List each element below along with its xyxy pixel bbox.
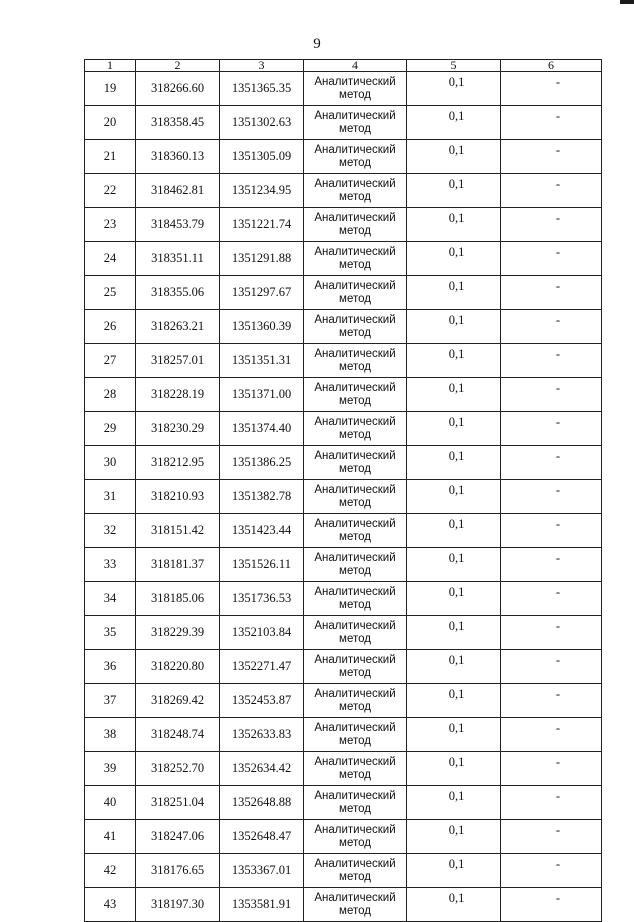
x-coordinate-cell: 318263.21	[136, 310, 220, 344]
x-coordinate-cell: 318151.42	[136, 514, 220, 548]
x-coordinate-cell: 318453.79	[136, 208, 220, 242]
note-cell: -	[501, 820, 602, 854]
point-number-cell: 23	[85, 208, 136, 242]
point-number-cell: 27	[85, 344, 136, 378]
table-row	[85, 514, 602, 548]
table-row	[85, 106, 602, 140]
point-number-cell: 31	[85, 480, 136, 514]
point-number-cell: 43	[85, 888, 136, 922]
method-line-2: метод	[339, 428, 371, 441]
method-line-2: метод	[339, 462, 371, 475]
method-line-1: Аналитический	[314, 619, 396, 632]
accuracy-cell: 0,1	[407, 786, 501, 820]
x-coordinate-cell: 318229.39	[136, 616, 220, 650]
method-line-1: Аналитический	[314, 449, 396, 462]
method-line-2: метод	[339, 326, 371, 339]
method-line-2: метод	[339, 836, 371, 849]
note-cell: -	[501, 72, 602, 106]
point-number-cell: 37	[85, 684, 136, 718]
note-cell: -	[501, 684, 602, 718]
note-cell: -	[501, 276, 602, 310]
x-coordinate-cell: 318462.81	[136, 174, 220, 208]
y-coordinate-cell: 1352271.47	[220, 650, 304, 684]
point-number-cell: 25	[85, 276, 136, 310]
accuracy-cell: 0,1	[407, 650, 501, 684]
table-header-row	[85, 60, 602, 72]
method-line-1: Аналитический	[314, 789, 396, 802]
y-coordinate-cell: 1351351.31	[220, 344, 304, 378]
header-cell: 5	[407, 60, 501, 72]
method-cell	[304, 718, 407, 752]
method-line-2: метод	[339, 564, 371, 577]
accuracy-cell: 0,1	[407, 854, 501, 888]
method-line-1: Аналитический	[314, 687, 396, 700]
point-number-cell: 34	[85, 582, 136, 616]
header-cell: 1	[85, 60, 136, 72]
x-coordinate-cell: 318269.42	[136, 684, 220, 718]
y-coordinate-cell: 1351386.25	[220, 446, 304, 480]
note-cell: -	[501, 106, 602, 140]
accuracy-cell: 0,1	[407, 752, 501, 786]
method-line-1: Аналитический	[314, 721, 396, 734]
method-line-1: Аналитический	[314, 415, 396, 428]
x-coordinate-cell: 318251.04	[136, 786, 220, 820]
note-cell: -	[501, 752, 602, 786]
method-line-1: Аналитический	[314, 823, 396, 836]
corner-mark	[620, 0, 634, 4]
method-cell	[304, 684, 407, 718]
method-cell	[304, 174, 407, 208]
header-cell: 3	[220, 60, 304, 72]
method-line-2: метод	[339, 88, 371, 101]
x-coordinate-cell: 318181.37	[136, 548, 220, 582]
method-cell	[304, 582, 407, 616]
table-row	[85, 412, 602, 446]
method-line-1: Аналитический	[314, 313, 396, 326]
table-row	[85, 72, 602, 106]
method-line-1: Аналитический	[314, 177, 396, 190]
method-cell	[304, 378, 407, 412]
point-number-cell: 39	[85, 752, 136, 786]
table-row	[85, 548, 602, 582]
note-cell: -	[501, 548, 602, 582]
note-cell: -	[501, 888, 602, 922]
accuracy-cell: 0,1	[407, 480, 501, 514]
point-number-cell: 29	[85, 412, 136, 446]
table-row	[85, 446, 602, 480]
table-row	[85, 174, 602, 208]
x-coordinate-cell: 318210.93	[136, 480, 220, 514]
point-number-cell: 22	[85, 174, 136, 208]
note-cell: -	[501, 344, 602, 378]
note-cell: -	[501, 242, 602, 276]
method-line-2: метод	[339, 224, 371, 237]
table-row	[85, 820, 602, 854]
note-cell: -	[501, 208, 602, 242]
method-line-1: Аналитический	[314, 381, 396, 394]
method-cell	[304, 310, 407, 344]
method-line-2: метод	[339, 360, 371, 373]
x-coordinate-cell: 318247.06	[136, 820, 220, 854]
x-coordinate-cell: 318185.06	[136, 582, 220, 616]
accuracy-cell: 0,1	[407, 514, 501, 548]
point-number-cell: 30	[85, 446, 136, 480]
method-cell	[304, 446, 407, 480]
point-number-cell: 36	[85, 650, 136, 684]
note-cell: -	[501, 582, 602, 616]
method-line-1: Аналитический	[314, 857, 396, 870]
method-cell	[304, 480, 407, 514]
note-cell: -	[501, 378, 602, 412]
table-row	[85, 310, 602, 344]
method-cell	[304, 548, 407, 582]
method-cell	[304, 412, 407, 446]
note-cell: -	[501, 650, 602, 684]
y-coordinate-cell: 1351305.09	[220, 140, 304, 174]
method-line-2: метод	[339, 598, 371, 611]
x-coordinate-cell: 318360.13	[136, 140, 220, 174]
y-coordinate-cell: 1351526.11	[220, 548, 304, 582]
point-number-cell: 20	[85, 106, 136, 140]
y-coordinate-cell: 1351302.63	[220, 106, 304, 140]
method-line-1: Аналитический	[314, 279, 396, 292]
table-row	[85, 140, 602, 174]
table-row	[85, 786, 602, 820]
method-line-2: метод	[339, 156, 371, 169]
method-line-2: метод	[339, 258, 371, 271]
y-coordinate-cell: 1353367.01	[220, 854, 304, 888]
method-line-1: Аналитический	[314, 347, 396, 360]
x-coordinate-cell: 318248.74	[136, 718, 220, 752]
accuracy-cell: 0,1	[407, 242, 501, 276]
point-number-cell: 28	[85, 378, 136, 412]
point-number-cell: 19	[85, 72, 136, 106]
y-coordinate-cell: 1351371.00	[220, 378, 304, 412]
y-coordinate-cell: 1351374.40	[220, 412, 304, 446]
table-row	[85, 378, 602, 412]
accuracy-cell: 0,1	[407, 344, 501, 378]
method-cell	[304, 242, 407, 276]
table-row	[85, 208, 602, 242]
method-line-1: Аналитический	[314, 109, 396, 122]
x-coordinate-cell: 318197.30	[136, 888, 220, 922]
y-coordinate-cell: 1351297.67	[220, 276, 304, 310]
method-line-2: метод	[339, 700, 371, 713]
method-line-2: метод	[339, 870, 371, 883]
point-number-cell: 35	[85, 616, 136, 650]
method-cell	[304, 276, 407, 310]
method-cell	[304, 72, 407, 106]
note-cell: -	[501, 786, 602, 820]
x-coordinate-cell: 318358.45	[136, 106, 220, 140]
note-cell: -	[501, 514, 602, 548]
y-coordinate-cell: 1351360.39	[220, 310, 304, 344]
table-row	[85, 242, 602, 276]
note-cell: -	[501, 854, 602, 888]
accuracy-cell: 0,1	[407, 276, 501, 310]
method-line-1: Аналитический	[314, 211, 396, 224]
point-number-cell: 38	[85, 718, 136, 752]
y-coordinate-cell: 1351423.44	[220, 514, 304, 548]
note-cell: -	[501, 310, 602, 344]
method-line-2: метод	[339, 802, 371, 815]
method-line-2: метод	[339, 734, 371, 747]
coordinates-table	[84, 59, 602, 922]
method-cell	[304, 650, 407, 684]
point-number-cell: 32	[85, 514, 136, 548]
x-coordinate-cell: 318176.65	[136, 854, 220, 888]
accuracy-cell: 0,1	[407, 310, 501, 344]
accuracy-cell: 0,1	[407, 548, 501, 582]
table-row	[85, 276, 602, 310]
table-row	[85, 752, 602, 786]
y-coordinate-cell: 1352103.84	[220, 616, 304, 650]
method-line-1: Аналитический	[314, 653, 396, 666]
x-coordinate-cell: 318355.06	[136, 276, 220, 310]
method-line-1: Аналитический	[314, 585, 396, 598]
method-cell	[304, 106, 407, 140]
x-coordinate-cell: 318212.95	[136, 446, 220, 480]
x-coordinate-cell: 318257.01	[136, 344, 220, 378]
y-coordinate-cell: 1351736.53	[220, 582, 304, 616]
method-line-1: Аналитический	[314, 517, 396, 530]
header-cell: 2	[136, 60, 220, 72]
method-line-1: Аналитический	[314, 755, 396, 768]
y-coordinate-cell: 1353581.91	[220, 888, 304, 922]
accuracy-cell: 0,1	[407, 446, 501, 480]
note-cell: -	[501, 616, 602, 650]
method-cell	[304, 208, 407, 242]
point-number-cell: 33	[85, 548, 136, 582]
method-line-1: Аналитический	[314, 245, 396, 258]
point-number-cell: 40	[85, 786, 136, 820]
x-coordinate-cell: 318252.70	[136, 752, 220, 786]
y-coordinate-cell: 1351234.95	[220, 174, 304, 208]
y-coordinate-cell: 1352648.88	[220, 786, 304, 820]
note-cell: -	[501, 174, 602, 208]
point-number-cell: 42	[85, 854, 136, 888]
accuracy-cell: 0,1	[407, 72, 501, 106]
y-coordinate-cell: 1352634.42	[220, 752, 304, 786]
accuracy-cell: 0,1	[407, 412, 501, 446]
method-line-1: Аналитический	[314, 891, 396, 904]
method-line-1: Аналитический	[314, 143, 396, 156]
note-cell: -	[501, 412, 602, 446]
note-cell: -	[501, 480, 602, 514]
header-cell: 6	[501, 60, 602, 72]
method-line-2: метод	[339, 394, 371, 407]
method-line-2: метод	[339, 904, 371, 917]
accuracy-cell: 0,1	[407, 140, 501, 174]
method-line-2: метод	[339, 190, 371, 203]
header-cell: 4	[304, 60, 407, 72]
table-row	[85, 344, 602, 378]
method-cell	[304, 616, 407, 650]
table-body	[85, 72, 602, 922]
y-coordinate-cell: 1352453.87	[220, 684, 304, 718]
point-number-cell: 26	[85, 310, 136, 344]
table-row	[85, 854, 602, 888]
accuracy-cell: 0,1	[407, 888, 501, 922]
y-coordinate-cell: 1352633.83	[220, 718, 304, 752]
method-line-2: метод	[339, 530, 371, 543]
accuracy-cell: 0,1	[407, 718, 501, 752]
point-number-cell: 24	[85, 242, 136, 276]
y-coordinate-cell: 1351291.88	[220, 242, 304, 276]
table-row	[85, 684, 602, 718]
accuracy-cell: 0,1	[407, 106, 501, 140]
accuracy-cell: 0,1	[407, 174, 501, 208]
note-cell: -	[501, 140, 602, 174]
x-coordinate-cell: 318220.80	[136, 650, 220, 684]
method-line-1: Аналитический	[314, 551, 396, 564]
note-cell: -	[501, 718, 602, 752]
method-line-2: метод	[339, 768, 371, 781]
method-cell	[304, 140, 407, 174]
y-coordinate-cell: 1351221.74	[220, 208, 304, 242]
point-number-cell: 21	[85, 140, 136, 174]
method-line-1: Аналитический	[314, 483, 396, 496]
table-row	[85, 718, 602, 752]
accuracy-cell: 0,1	[407, 616, 501, 650]
method-line-2: метод	[339, 632, 371, 645]
method-cell	[304, 854, 407, 888]
y-coordinate-cell: 1351365.35	[220, 72, 304, 106]
method-cell	[304, 820, 407, 854]
table-row	[85, 616, 602, 650]
accuracy-cell: 0,1	[407, 582, 501, 616]
y-coordinate-cell: 1351382.78	[220, 480, 304, 514]
x-coordinate-cell: 318230.29	[136, 412, 220, 446]
y-coordinate-cell: 1352648.47	[220, 820, 304, 854]
table-row	[85, 582, 602, 616]
method-cell	[304, 786, 407, 820]
method-cell	[304, 344, 407, 378]
point-number-cell: 41	[85, 820, 136, 854]
accuracy-cell: 0,1	[407, 208, 501, 242]
method-line-2: метод	[339, 292, 371, 305]
table-row	[85, 650, 602, 684]
method-line-2: метод	[339, 496, 371, 509]
table-row	[85, 480, 602, 514]
note-cell: -	[501, 446, 602, 480]
accuracy-cell: 0,1	[407, 378, 501, 412]
method-line-2: метод	[339, 122, 371, 135]
accuracy-cell: 0,1	[407, 820, 501, 854]
accuracy-cell: 0,1	[407, 684, 501, 718]
method-cell	[304, 514, 407, 548]
x-coordinate-cell: 318351.11	[136, 242, 220, 276]
x-coordinate-cell: 318228.19	[136, 378, 220, 412]
method-cell	[304, 752, 407, 786]
method-line-2: метод	[339, 666, 371, 679]
page-number: 9	[313, 36, 321, 52]
x-coordinate-cell: 318266.60	[136, 72, 220, 106]
method-line-1: Аналитический	[314, 75, 396, 88]
